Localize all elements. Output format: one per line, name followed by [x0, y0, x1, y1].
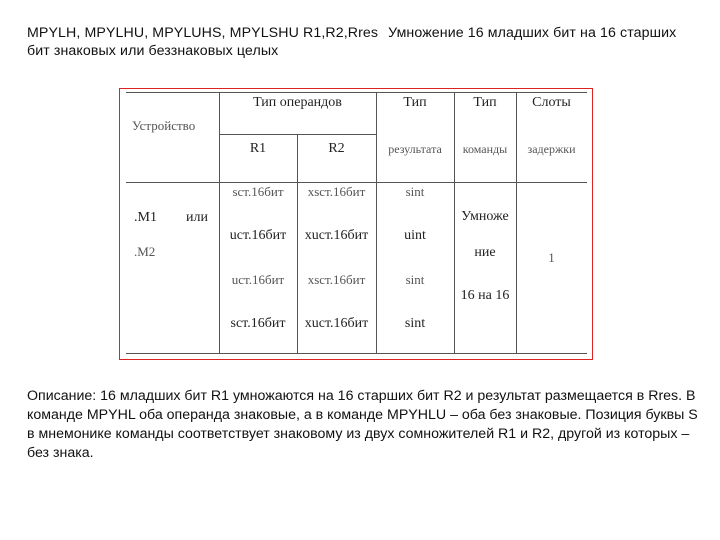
table-rule-col3: [376, 92, 377, 354]
unit-or: или: [186, 210, 208, 225]
command-type-line-2: ние: [474, 245, 496, 260]
operand-table: [126, 92, 587, 354]
table-rule-header-bottom: [126, 182, 587, 183]
row-2-r1: uст.16бит: [229, 228, 287, 243]
table-rule-bottom: [126, 353, 587, 354]
header-operand-type: Тип операндов: [253, 95, 342, 110]
command-type-line-3: 16 на 16: [460, 288, 510, 303]
row-1-r2: xsст.16бит: [307, 184, 366, 199]
row-2-result: uint: [404, 228, 426, 243]
row-3-result: sint: [405, 272, 425, 287]
header-command-type: Тип: [473, 95, 497, 110]
row-2-r2: xuст.16бит: [304, 228, 369, 243]
header-r1: R1: [249, 141, 267, 156]
header-delay-slots-sub: задержки: [527, 142, 576, 156]
header-command-type-sub: команды: [462, 142, 508, 156]
header-r2: R2: [328, 141, 345, 156]
row-4-r2: xuст.16бит: [304, 316, 369, 331]
header-result-type: Тип: [403, 95, 427, 110]
header-unit: Устройство: [132, 118, 196, 133]
table-rule-col1: [219, 92, 220, 354]
header-result-type-sub: результата: [388, 142, 442, 156]
row-1-r1: sст.16бит: [232, 184, 284, 199]
row-3-r2: xsст.16бит: [307, 272, 366, 287]
instruction-header: [27, 24, 699, 60]
row-4-result: sint: [404, 316, 426, 331]
description-paragraph: Описание: 16 младших бит R1 умножаются на 16 старших бит R2 и результат размещается в Rres. В команде MPYHL оба операнда знаковые, а в команде MPYHLU – оба без знаковые. Позиция буквы S в мнемонике команды соответствует знаковому из двух сомножителей R1 и R2, другой из которых – без знака.: [27, 388, 698, 461]
instruction-summary: Умножение 16 младших бит на 16 старших бит знаковых или беззнаковых целых: [27, 25, 677, 59]
table-rule-col5: [516, 92, 517, 354]
row-1-result: sint: [405, 184, 425, 199]
unit-m2: .M2: [134, 244, 156, 259]
header-delay-slots: Слоты: [532, 95, 571, 110]
command-type-line-1: Умноже: [461, 209, 509, 224]
unit-m1: .M1: [134, 210, 157, 225]
delay-slots-value: 1: [548, 250, 555, 265]
row-3-r1: uст.16бит: [231, 272, 285, 287]
row-4-r1: sст.16бит: [230, 316, 286, 331]
instruction-syntax: MPYLH, MPYLHU, MPYLUHS, MPYLSHU R1,R2,Rres: [27, 25, 379, 41]
table-rule-top: [126, 92, 587, 93]
